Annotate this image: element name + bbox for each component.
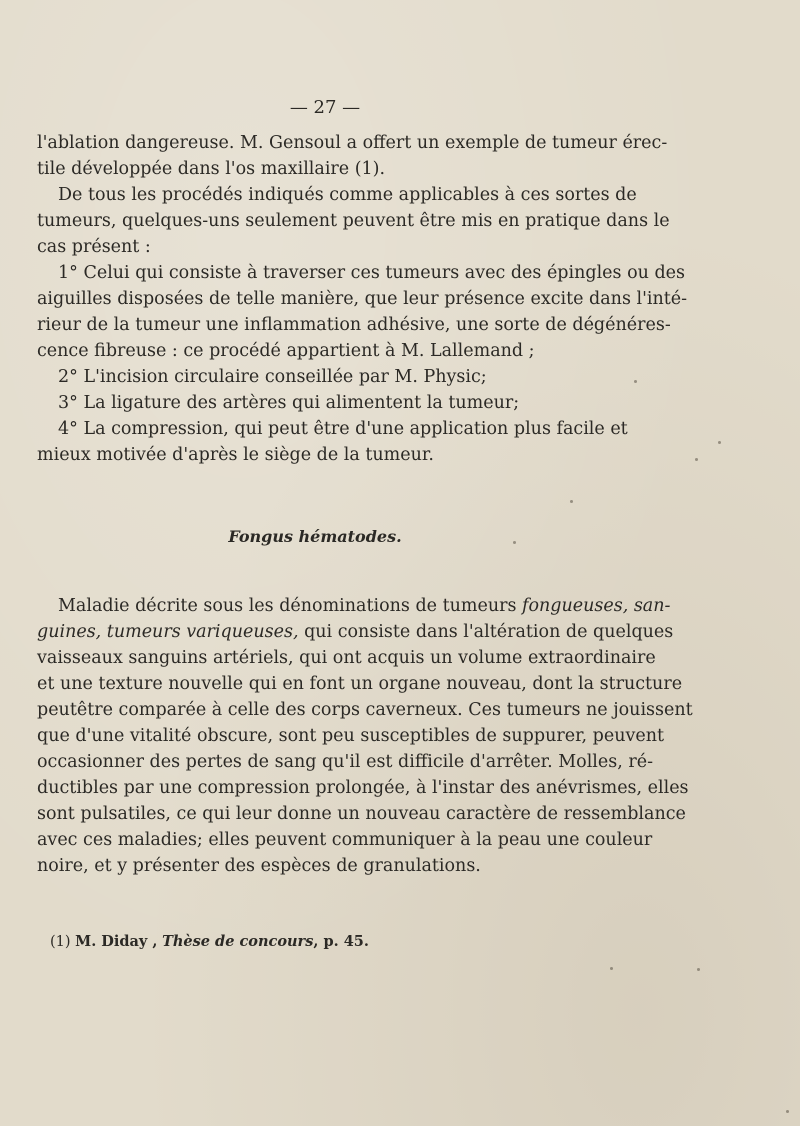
text-line: sont pulsatiles, ce qui leur donne un nouveau caractère de ressemblance bbox=[37, 804, 686, 824]
list-item bbox=[37, 416, 628, 468]
paragraph-continuation bbox=[37, 130, 668, 182]
footnote bbox=[50, 933, 369, 950]
text-line: aiguilles disposées de telle manière, que leur présence excite dans l'inté- bbox=[37, 289, 688, 309]
text-line: 2° L'incision circulaire conseillée par M. Physic; bbox=[58, 367, 487, 387]
paper-speck bbox=[695, 458, 698, 461]
text-line: avec ces maladies; elles peuvent communiquer à la peau une couleur bbox=[37, 830, 653, 850]
paragraph-procedures-intro bbox=[37, 182, 670, 260]
text-line: ductibles par une compression prolongée, à l'instar des anévrismes, elles bbox=[37, 778, 689, 798]
list-item bbox=[37, 364, 612, 390]
text-segment: Maladie décrite sous les dénominations de tumeurs bbox=[58, 596, 522, 616]
text-line: tumeurs, quelques-uns seulement peuvent être mis en pratique dans le bbox=[37, 211, 670, 231]
text-line: cence fibreuse : ce procédé appartient à M. Lallemand ; bbox=[37, 341, 535, 361]
text-line: De tous les procédés indiqués comme applicables à ces sortes de bbox=[58, 185, 637, 205]
footnote-author: M. Diday , bbox=[75, 933, 158, 950]
paper-speck bbox=[634, 380, 637, 383]
text-segment: qui consiste dans l'altération de quelques bbox=[298, 622, 674, 642]
text-line: mieux motivée d'après le siège de la tumeur. bbox=[37, 445, 434, 465]
footnote-title: Thèse de concours bbox=[162, 933, 314, 950]
paper-speck bbox=[786, 1110, 789, 1113]
page-number: — 27 — bbox=[289, 97, 361, 118]
paper-speck bbox=[610, 967, 613, 970]
text-line: occasionner des pertes de sang qu'il est difficile d'arrêter. Molles, ré- bbox=[37, 752, 653, 772]
list-item bbox=[37, 390, 612, 416]
footnote-page: , p. 45. bbox=[313, 933, 369, 950]
text-line bbox=[37, 593, 671, 619]
paper-speck bbox=[570, 500, 573, 503]
section-heading: Fongus hématodes. bbox=[228, 527, 402, 546]
text-line: vaisseaux sanguins artériels, qui ont acquis un volume extraordinaire bbox=[37, 648, 656, 668]
text-line: 3° La ligature des artères qui alimentent la tumeur; bbox=[58, 393, 520, 413]
text-line: noire, et y présenter des espèces de granulations. bbox=[37, 856, 481, 876]
text-line: tile développée dans l'os maxillaire (1). bbox=[37, 159, 386, 179]
text-line: que d'une vitalité obscure, sont peu susceptibles de suppurer, peuvent bbox=[37, 726, 665, 746]
italic-term: fongueuses, san- bbox=[522, 596, 671, 616]
paragraph-fongus bbox=[37, 593, 693, 879]
text-line: et une texture nouvelle qui en font un organe nouveau, dont la structure bbox=[37, 674, 683, 694]
paper-speck bbox=[513, 541, 516, 544]
text-line: 4° La compression, qui peut être d'une application plus facile et bbox=[58, 419, 628, 439]
text-line: peutêtre comparée à celle des corps caverneux. Ces tumeurs ne jouissent bbox=[37, 700, 693, 720]
paper-speck bbox=[697, 968, 700, 971]
text-line bbox=[37, 619, 674, 645]
italic-term: guines, tumeurs variqueuses, bbox=[37, 622, 299, 642]
text-line: cas présent : bbox=[37, 237, 151, 257]
text-line: 1° Celui qui consiste à traverser ces tumeurs avec des épingles ou des bbox=[58, 263, 685, 283]
text-line: l'ablation dangereuse. M. Gensoul a offert un exemple de tumeur érec- bbox=[37, 133, 668, 153]
paper-speck bbox=[718, 441, 721, 444]
footnote-marker: (1) bbox=[50, 934, 71, 950]
list-item bbox=[37, 260, 688, 364]
text-line: rieur de la tumeur une inflammation adhésive, une sorte de dégénéres- bbox=[37, 315, 671, 335]
